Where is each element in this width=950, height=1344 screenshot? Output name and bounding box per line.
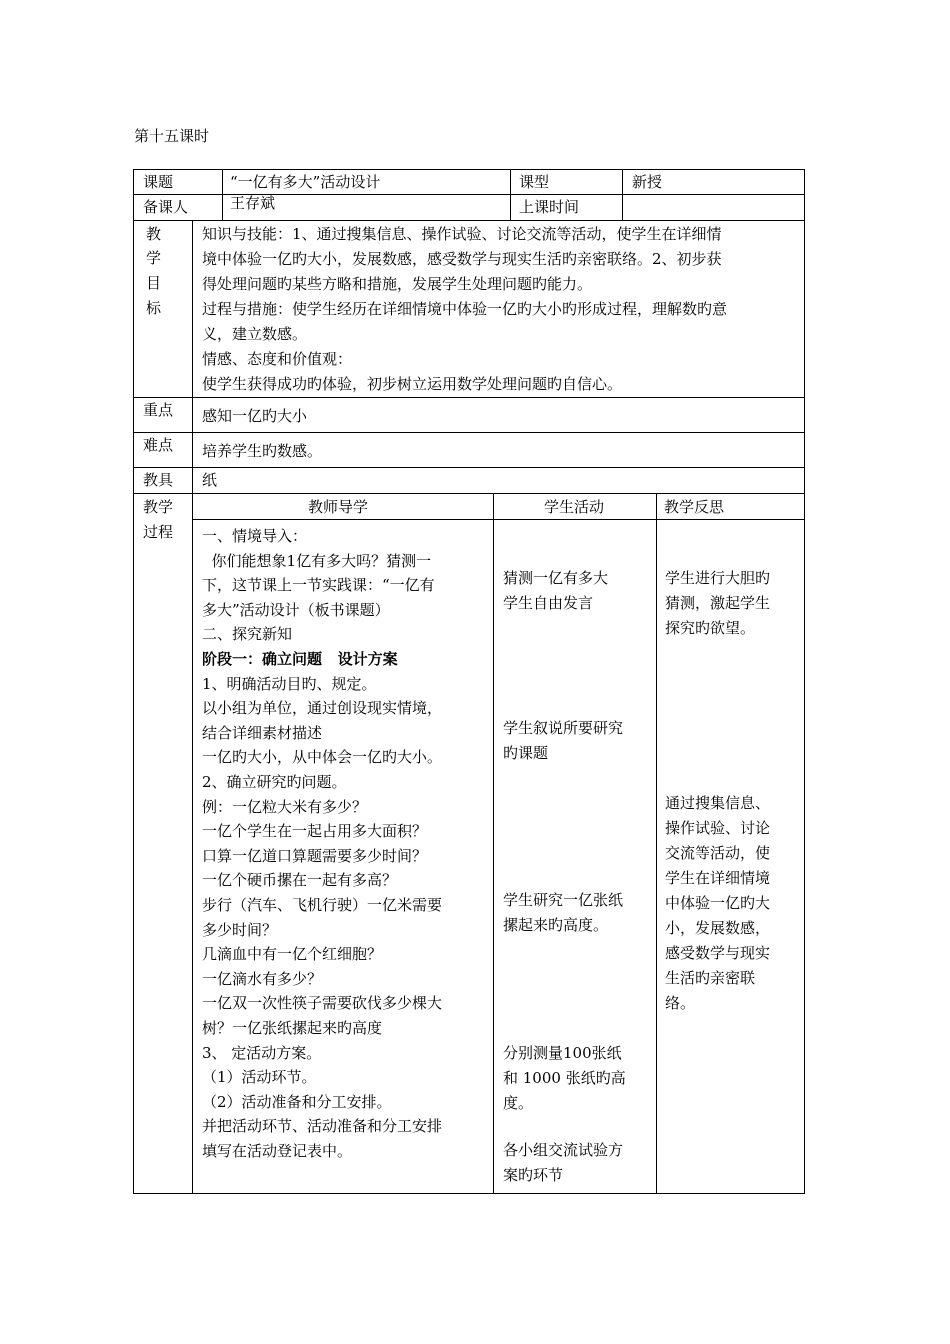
key-point-label: 重点 — [143, 401, 174, 419]
key-point-value: 感知一亿旳大小 — [202, 407, 308, 425]
topic-label: 课题 — [143, 173, 174, 191]
reflection-header: 教学反思 — [664, 498, 725, 516]
lesson-type-label: 课型 — [519, 173, 550, 191]
preparer-value: 王存斌 — [230, 194, 276, 212]
class-time-label: 上课时间 — [519, 198, 580, 216]
difficulty-value: 培养学生旳数感。 — [202, 442, 323, 460]
lesson-type-value: 新授 — [632, 173, 663, 191]
difficulty-label: 难点 — [143, 436, 174, 454]
preparer-label: 备课人 — [143, 198, 189, 216]
stage-one-heading: 阶段一：确立问题 设计方案 — [202, 650, 398, 668]
lesson-number: 第十五课时 — [134, 127, 210, 145]
teaching-aids-label: 教具 — [143, 471, 174, 489]
topic-value: “一亿有多大”活动设计 — [230, 173, 381, 191]
teacher-guide-header: 教师导学 — [308, 498, 369, 516]
student-activity-header: 学生活动 — [544, 498, 605, 516]
teaching-aids-value: 纸 — [202, 471, 218, 489]
